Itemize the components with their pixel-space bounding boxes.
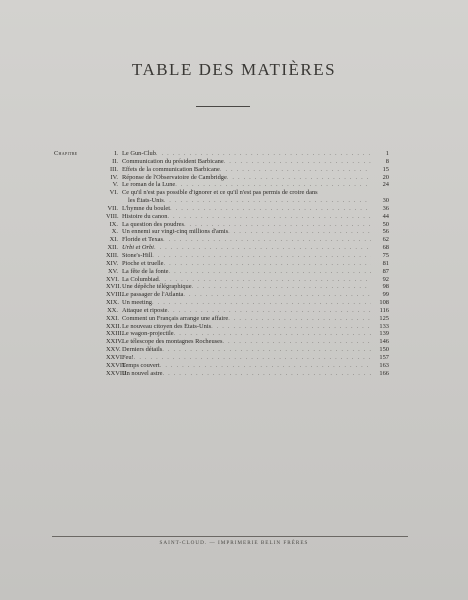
chapter-title: Le roman de la Lune	[122, 181, 176, 189]
chapter-number: VI.	[109, 189, 118, 197]
chapter-number: XIX.	[106, 299, 119, 307]
printer-imprint: SAINT-CLOUD. — IMPRIMERIE BELIN FRÈRES	[159, 540, 309, 546]
chapter-number: IX.	[109, 220, 118, 228]
dot-leader	[220, 166, 371, 174]
chapter-number: XI.	[109, 236, 118, 244]
chapter-title: Un nouvel astre	[122, 369, 163, 377]
chapter-title: Feu!	[122, 353, 134, 361]
chapter-title: Effets de la communication Barbicane	[122, 165, 220, 173]
dot-leader	[164, 260, 371, 268]
chapter-label	[54, 338, 106, 346]
toc-entry	[54, 166, 389, 174]
chapter-title: Le wagon-projectile	[122, 330, 174, 338]
chapter-number: XXIII.	[106, 330, 124, 338]
chapter-title: Communication du président Barbicane	[122, 157, 224, 165]
toc-entry	[54, 221, 389, 229]
toc-entry	[54, 213, 389, 221]
toc-entry	[54, 370, 389, 378]
chapter-number: II.	[112, 157, 118, 165]
toc-entry	[54, 268, 389, 276]
dot-leader	[167, 307, 371, 315]
chapter-label	[54, 283, 106, 291]
page-number: 133	[379, 322, 389, 330]
page-number: 36	[382, 204, 389, 212]
dot-leader	[162, 346, 371, 354]
page-number: 166	[379, 369, 389, 377]
dot-leader	[183, 291, 371, 299]
dot-leader	[152, 252, 371, 260]
page-title: TABLE DES MATIÈRES	[131, 60, 337, 79]
chapter-label	[54, 158, 106, 166]
chapter-title: Ce qu'il n'est pas possible d'ignorer et ce qu'il n'est pas permis de croire dans	[122, 189, 318, 197]
chapter-title: Réponse de l'Observatoire de Cambridge	[122, 173, 227, 181]
toc-entry	[54, 291, 389, 299]
chapter-label	[54, 346, 106, 354]
chapter-number: I.	[114, 150, 118, 157]
chapter-label	[54, 315, 106, 323]
toc-entry	[54, 150, 389, 158]
title-divider	[196, 106, 250, 107]
toc-entry	[54, 252, 389, 260]
chapter-label	[54, 228, 106, 236]
dot-leader	[159, 276, 371, 284]
chapter-number: XV.	[107, 267, 118, 275]
toc-entry	[54, 354, 389, 362]
chapter-title: Attaque et riposte	[122, 306, 168, 314]
page-number: 92	[382, 275, 389, 283]
page-number: 30	[382, 197, 389, 205]
page-number: 24	[382, 181, 389, 189]
page-number: 8	[385, 157, 389, 165]
chapter-label	[54, 213, 106, 221]
toc-entry	[54, 323, 389, 331]
page-number: 108	[379, 299, 389, 307]
dot-leader	[160, 362, 371, 370]
page-number: 20	[382, 173, 389, 181]
toc-entry	[54, 346, 389, 354]
chapter-label	[54, 221, 106, 229]
page-number: 68	[382, 244, 389, 252]
chapter-label	[54, 330, 106, 338]
dot-leader	[228, 315, 371, 323]
chapter-label	[54, 323, 106, 331]
dot-leader	[170, 205, 371, 213]
chapter-label	[54, 260, 106, 268]
page-number: 99	[382, 291, 389, 299]
chapter-title: Un meeting	[122, 299, 152, 307]
chapter-number: XVIII.	[106, 291, 124, 299]
chapter-title: Pioche et truelle	[122, 259, 164, 267]
dot-leader	[156, 150, 371, 158]
dot-leader	[175, 181, 371, 189]
chapter-title: Urbi et Orbi	[122, 244, 154, 252]
chapter-title: L'hymne du boulet	[122, 204, 171, 212]
chapter-title: Le Gun-Club	[122, 150, 156, 157]
chapter-title: La Columbiad	[122, 275, 159, 283]
toc-entry-continuation	[54, 197, 389, 205]
chapter-title: Le nouveau citoyen des États-Unis	[122, 322, 212, 330]
toc-entry	[54, 283, 389, 291]
table-of-contents	[54, 150, 389, 377]
dot-leader	[222, 338, 371, 346]
chapter-label	[54, 291, 106, 299]
chapter-title-continued: les États-Unis	[128, 197, 164, 205]
chapter-label	[54, 252, 106, 260]
chapter-title: Temps couvert	[122, 361, 160, 369]
chapter-title: Floride et Texas	[122, 236, 163, 244]
chapter-number: III.	[110, 165, 118, 173]
chapter-label	[54, 174, 106, 182]
page-number: 81	[382, 259, 389, 267]
chapter-number: IV.	[110, 173, 118, 181]
dot-leader	[192, 283, 371, 291]
chapter-title: Stone's-Hill	[122, 251, 153, 259]
page-number: 56	[382, 228, 389, 236]
toc-entry	[54, 362, 389, 370]
chapter-label	[54, 181, 106, 189]
chapter-label	[54, 307, 106, 315]
chapter-number: XVI.	[106, 275, 119, 283]
dot-leader	[228, 228, 371, 236]
toc-entry	[54, 174, 389, 182]
toc-entry	[54, 307, 389, 315]
chapter-number: XXVIII.	[106, 369, 128, 377]
chapter-label	[54, 236, 106, 244]
chapter-label	[54, 189, 106, 197]
toc-entry	[54, 338, 389, 346]
toc-entry	[54, 315, 389, 323]
chapter-number: XXV.	[106, 346, 121, 354]
chapter-number: XII.	[107, 244, 118, 252]
dot-leader	[163, 236, 371, 244]
dot-leader	[152, 299, 371, 307]
chapter-number: XXIV.	[106, 338, 123, 346]
chapter-label	[54, 299, 106, 307]
footer-divider	[52, 536, 408, 537]
dot-leader	[162, 370, 371, 378]
dot-leader	[134, 354, 371, 362]
chapter-number: V.	[112, 181, 118, 189]
chapter-title: Le passager de l'Atlanta	[122, 291, 184, 299]
chapter-title: La fête de la fonte	[122, 267, 169, 275]
dot-leader	[227, 174, 371, 182]
page-number: 146	[379, 338, 389, 346]
dot-leader	[224, 158, 371, 166]
chapter-label	[54, 166, 106, 174]
chapter-number: X.	[111, 228, 118, 236]
page-number: 98	[382, 283, 389, 291]
dot-leader	[168, 268, 371, 276]
page-number: 116	[379, 306, 389, 314]
toc-entry	[54, 236, 389, 244]
dot-leader	[211, 323, 371, 331]
chapter-number: XX.	[107, 306, 118, 314]
page-number: 150	[379, 346, 389, 354]
chapter-number: VIII.	[106, 212, 119, 220]
page-number: 50	[382, 220, 389, 228]
toc-entry	[54, 260, 389, 268]
page-number: 75	[382, 251, 389, 259]
chapter-label	[54, 244, 106, 252]
chapter-title: Comment un Français arrange une affaire	[122, 314, 229, 322]
toc-entry	[54, 181, 389, 189]
chapter-number: XXVI.	[106, 353, 124, 361]
page-number: 62	[382, 236, 389, 244]
chapter-title: La question des poudres	[122, 220, 184, 228]
toc-entry	[54, 276, 389, 284]
chapter-number: XIV.	[106, 259, 119, 267]
toc-entry	[54, 244, 389, 252]
chapter-label	[54, 205, 106, 213]
toc-entry	[54, 158, 389, 166]
chapter-title: Le télescope des montagnes Rocheuses	[122, 338, 223, 346]
toc-entry	[54, 330, 389, 338]
chapter-title: Derniers détails	[122, 346, 163, 354]
page-number: 1	[385, 150, 389, 157]
dot-leader	[164, 197, 371, 205]
page-number: 163	[379, 361, 389, 369]
chapter-number: XXI.	[106, 314, 119, 322]
toc-entry	[54, 189, 389, 197]
chapter-label: Chapitre	[54, 150, 78, 157]
toc-entry	[54, 299, 389, 307]
chapter-number: XVII.	[106, 283, 122, 291]
page-number: 157	[379, 353, 389, 361]
chapter-label	[54, 362, 106, 370]
chapter-title: Une dépêche télégraphique	[122, 283, 192, 291]
chapter-number: XXVII.	[106, 361, 126, 369]
dot-leader	[184, 221, 371, 229]
chapter-label	[54, 276, 106, 284]
chapter-label	[54, 370, 106, 378]
chapter-title: Histoire du canon	[122, 212, 168, 220]
dot-leader	[167, 213, 371, 221]
page-number: 139	[379, 330, 389, 338]
page-number: 125	[379, 314, 389, 322]
page-number: 15	[382, 165, 389, 173]
chapter-title: Un ennemi sur vingt-cinq millions d'amis	[122, 228, 229, 236]
toc-entry	[54, 205, 389, 213]
chapter-number: XIII.	[106, 251, 119, 259]
chapter-number: VII.	[107, 204, 118, 212]
dot-leader	[154, 244, 371, 252]
chapter-label	[54, 354, 106, 362]
page-number: 87	[382, 267, 389, 275]
chapter-number: XXII.	[106, 322, 122, 330]
toc-entry	[54, 228, 389, 236]
page-number: 44	[382, 212, 389, 220]
dot-leader	[174, 330, 371, 338]
chapter-label	[54, 268, 106, 276]
